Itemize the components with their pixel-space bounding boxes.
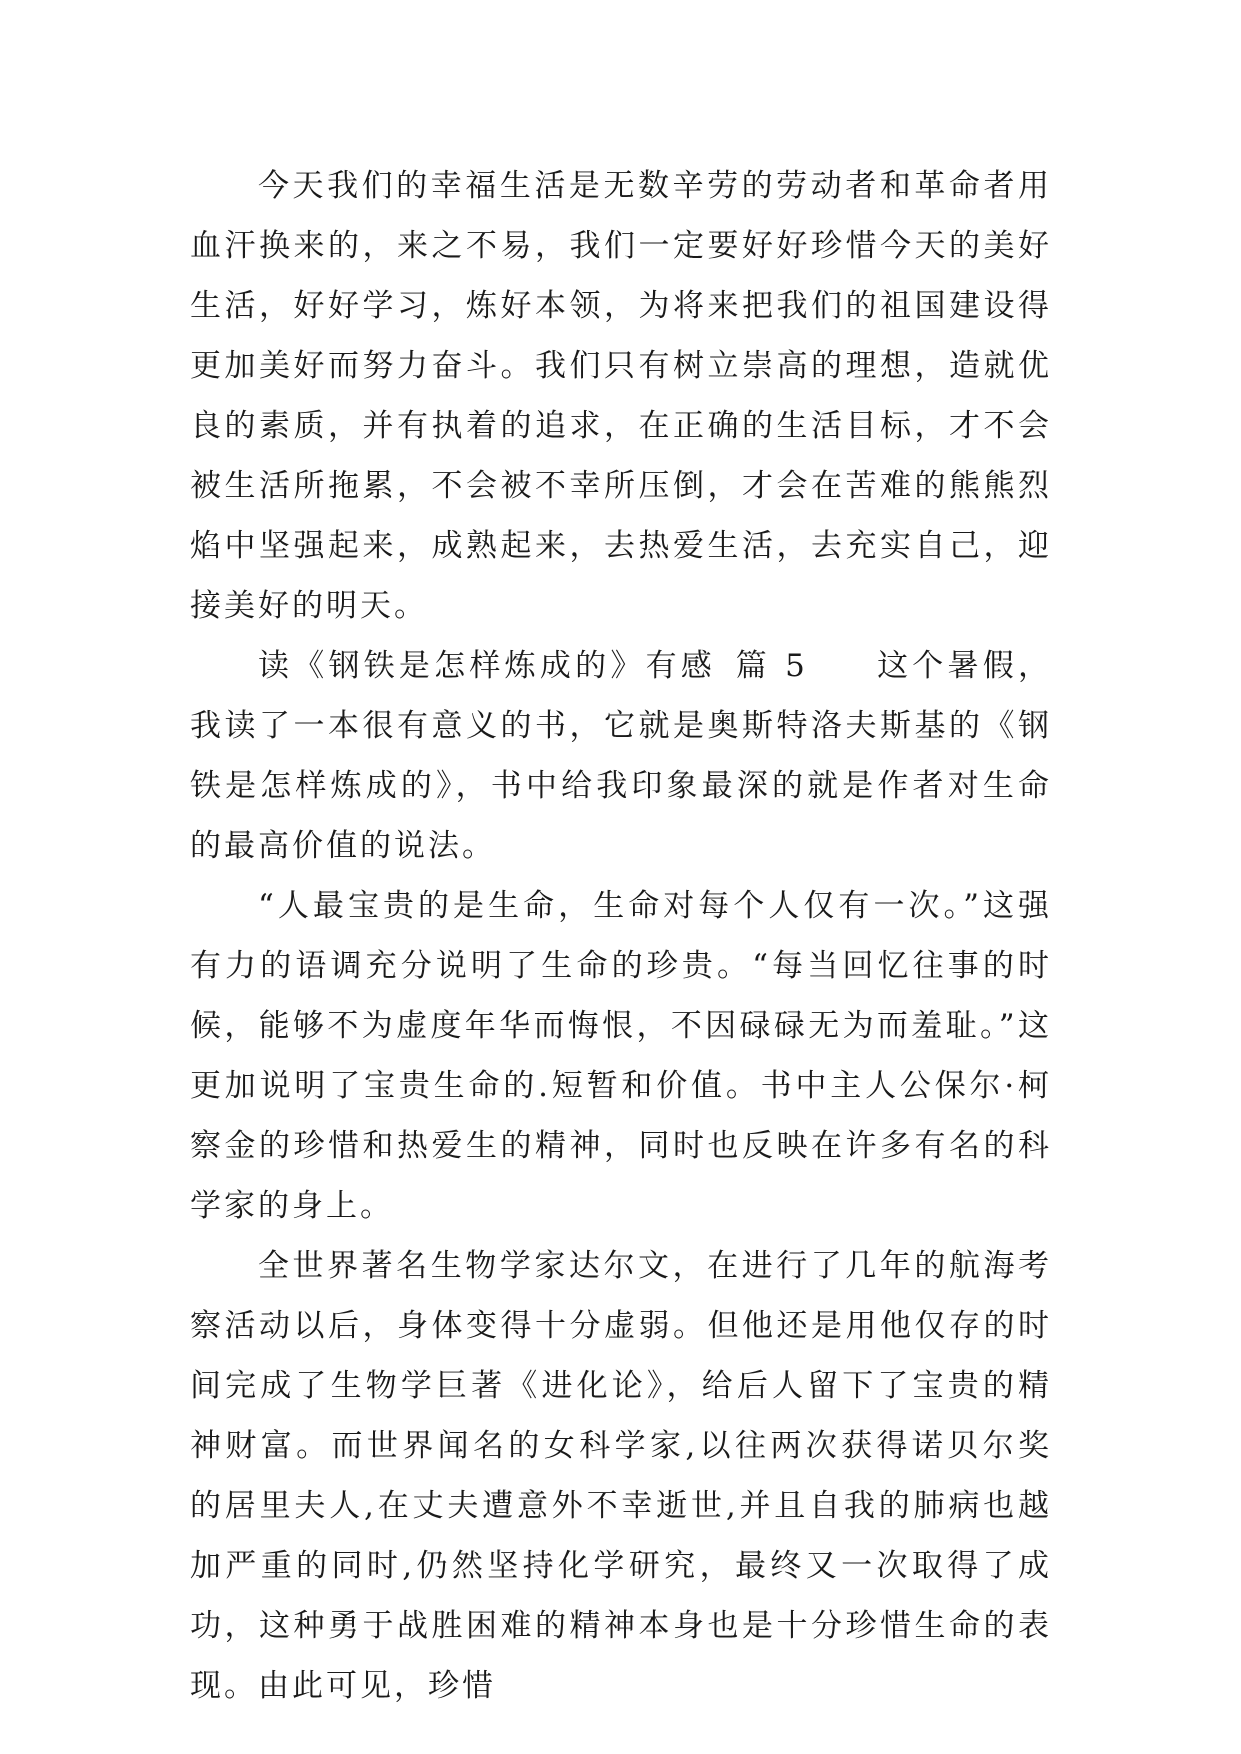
section-paragraph: [190, 636, 1052, 876]
section-label: 篇 5: [734, 648, 808, 684]
section-heading: 读《钢铁是怎样炼成的》有感: [258, 648, 717, 684]
document-body: [190, 156, 1052, 1716]
paragraph-happy-life: 今天我们的幸福生活是无数辛劳的劳动者和革命者用血汗换来的，来之不易，我们一定要好好珍惜今天的美好生活，好好学习，炼好本领，为将来把我们的祖国建设得更加美好而努力奋斗。我们只有树立崇高的理想，造就优良的素质，并有执着的追求，在正确的生活目标，才不会被生活所拖累，不会被不幸所压倒，才会在苦难的熊熊烈焰中坚强起来，成熟起来，去热爱生活，去充实自己，迎接美好的明天。: [190, 168, 1052, 624]
paragraph-quote: “人最宝贵的是生命，生命对每个人仅有一次。”这强有力的语调充分说明了生命的珍贵。“每当回忆往事的时候，能够不为虚度年华而悔恨，不因碌碌无为而羞耻。”这更加说明了宝贵生命的.短暂和价值。书中主人公保尔·柯察金的珍惜和热爱生的精神，同时也反映在许多有名的科学家的身上。: [190, 888, 1052, 1224]
section-body: 这个暑假，我读了一本很有意义的书，它就是奥斯特洛夫斯基的《钢铁是怎样炼成的》，书中给我印象最深的就是作者对生命的最高价值的说法。: [190, 648, 1052, 864]
section-label-spacer-1: [716, 648, 735, 684]
paragraph-scientists: 全世界著名生物学家达尔文，在进行了几年的航海考察活动以后，身体变得十分虚弱。但他还是用他仅存的时间完成了生物学巨著《进化论》，给后人留下了宝贵的精神财富。而世界闻名的女科学家,以往两次获得诺贝尔奖的居里夫人,在丈夫遭意外不幸逝世,并且自我的肺病也越加严重的同时,仍然坚持化学研究，最终又一次取得了成功，这种勇于战胜困难的精神本身也是十分珍惜生命的表现。由此可见，珍惜: [190, 1248, 1052, 1704]
